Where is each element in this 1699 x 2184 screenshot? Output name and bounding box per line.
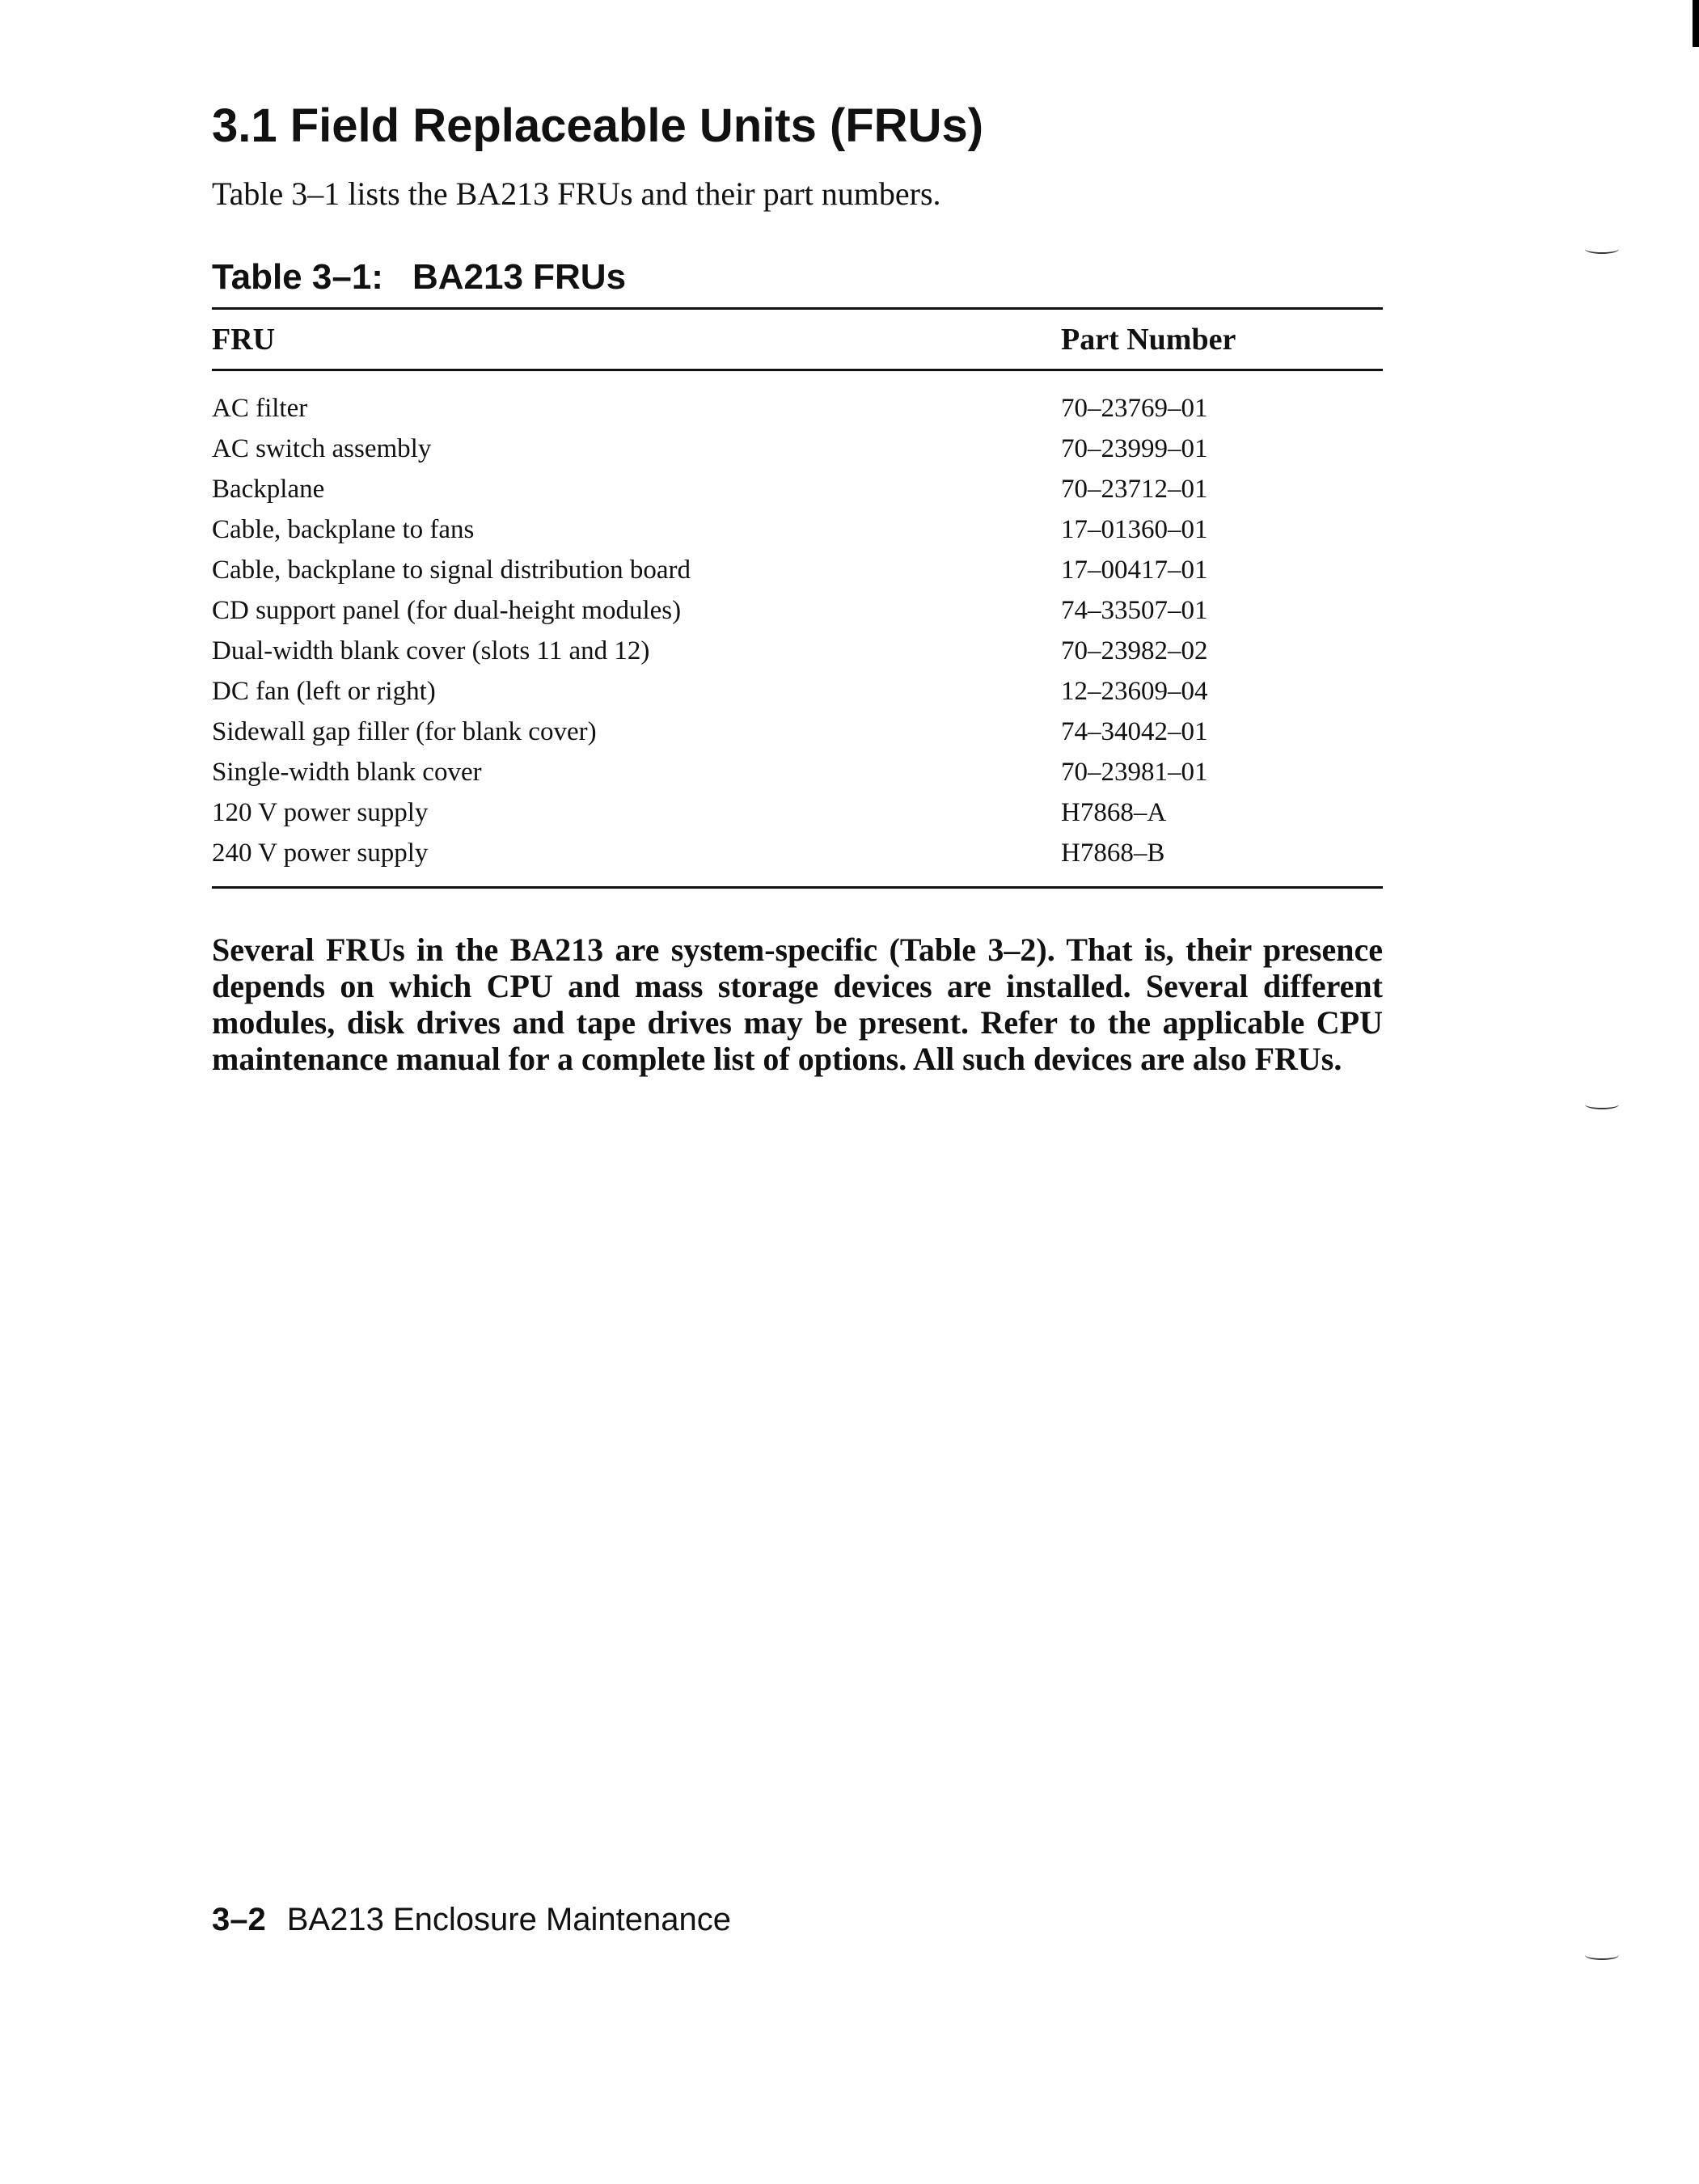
margin-mark [1585,1100,1619,1109]
part-number: 17–00417–01 [1061,556,1208,585]
table-row [212,712,1383,752]
fru-name: 240 V power supply [212,839,429,868]
part-number: 74–34042–01 [1061,717,1208,746]
table-bottom-rule [212,886,1383,889]
scan-edge-mark [1693,0,1699,47]
page-footer [212,1902,731,1938]
table-row [212,631,1383,671]
table-row [212,590,1383,631]
fru-name: Sidewall gap filler (for blank cover) [212,717,597,746]
part-number: H7868–B [1061,839,1165,868]
fru-name: AC switch assembly [212,434,432,463]
margin-mark [1585,244,1619,254]
column-header-part-number: Part Number [1061,323,1236,357]
part-number: 70–23981–01 [1061,758,1208,787]
part-number: 12–23609–04 [1061,677,1208,706]
margin-mark [1585,1950,1619,1960]
fru-name: DC fan (left or right) [212,677,436,706]
part-number: 70–23769–01 [1061,394,1208,423]
table-row [212,509,1383,550]
part-number: 70–23712–01 [1061,475,1208,504]
fru-name: CD support panel (for dual-height modules) [212,596,682,625]
intro-text: Table 3–1 lists the BA213 FRUs and their part numbers. [212,175,941,212]
table-row [212,429,1383,469]
column-header-fru: FRU [212,323,276,357]
part-number: 17–01360–01 [1061,515,1208,544]
part-number: H7868–A [1061,798,1167,827]
part-number: 70–23999–01 [1061,434,1208,463]
table-row [212,671,1383,712]
fru-name: Backplane [212,475,325,504]
table-row [212,752,1383,792]
fru-name: Single-width blank cover [212,758,482,787]
fru-table-body [212,388,1383,873]
table-row [212,833,1383,873]
manual-title: BA213 Enclosure Maintenance [286,1902,731,1937]
fru-name: AC filter [212,394,308,423]
table-row [212,550,1383,590]
table-header-rule [212,369,1383,371]
fru-name: Dual-width blank cover (slots 11 and 12) [212,636,650,665]
part-number: 74–33507–01 [1061,596,1208,625]
table-row [212,388,1383,429]
table-caption [212,257,626,298]
table-caption-number: Table 3–1: [212,257,383,297]
page-number: 3–2 [212,1902,266,1937]
fru-name: Cable, backplane to fans [212,515,475,544]
part-number: 70–23982–02 [1061,636,1208,665]
table-row [212,469,1383,509]
fru-name: 120 V power supply [212,798,429,827]
fru-name: Cable, backplane to signal distribution board [212,556,691,585]
body-paragraph: Several FRUs in the BA213 are system-specific (Table 3–2). That is, their presence depends on which CPU and mass storage devices are installed. Several different modules, disk drives and tape drives may be present. Refer to the applicable CPU maintenance manual for a complete list of options. All such devices are also FRUs. [212,931,1383,1077]
table-caption-title: BA213 FRUs [412,257,627,297]
table-top-rule [212,307,1383,310]
table-row [212,792,1383,833]
section-title: 3.1 Field Replaceable Units (FRUs) [212,99,984,152]
